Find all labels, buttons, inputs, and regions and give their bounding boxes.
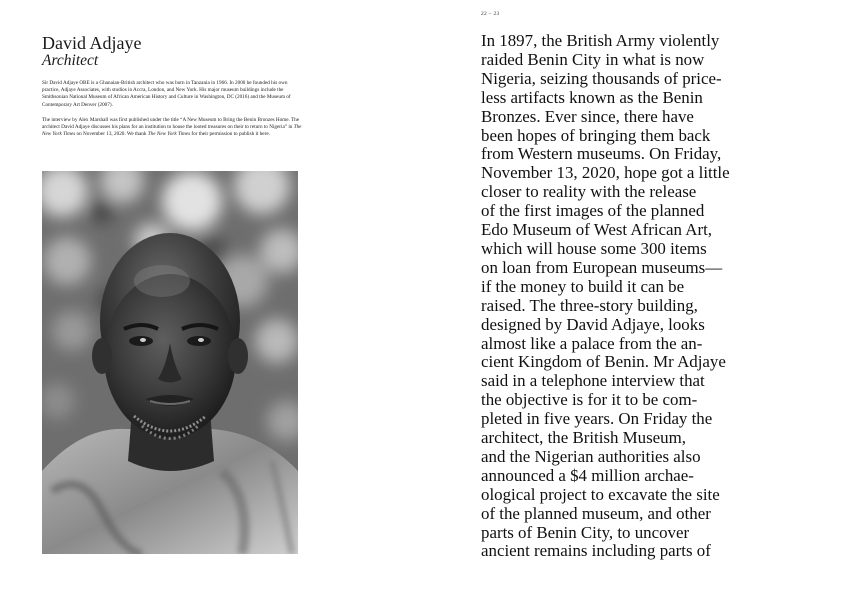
body-line: designed by David Adjaye, looks (481, 314, 705, 334)
body-line: closer to reality with the release (481, 182, 697, 202)
body-line: ological project to excavate the site (481, 484, 720, 504)
body-line: if the money to build it can be (481, 276, 685, 296)
body-line: ancient remains including parts of (481, 541, 711, 561)
credit-text-2: on November 13, 2020. We thank (75, 131, 148, 138)
body-line: In 1897, the British Army violently (481, 31, 720, 50)
body-line: Edo Museum of West African Art, (481, 220, 713, 240)
body-line: raised. The three-story building, (481, 295, 698, 315)
body-line: parts of Benin City, to uncover (481, 522, 690, 542)
author-role: Architect (42, 52, 99, 69)
right-page (425, 0, 850, 595)
credit-text-3: for their permission to publish it here. (190, 131, 270, 138)
body-line: pleted in five years. On Friday the (481, 409, 713, 429)
body-line: from Western museums. On Friday, (481, 144, 722, 164)
body-line: and the Nigerian authorities also (481, 446, 701, 466)
body-line: announced a $4 million archae- (481, 465, 694, 485)
author-bio: Sir David Adjaye OBE is a Ghanaian-British architect who was born in Tanzania in 1966. In 2000 he founded his own practice, Adjaye Associates, with studios in Accra, London, and New York. His major museum buildings include the Smithsonian National Museum of African American History and Culture in Washington, DC (2016) and the Museum of Contemporary Art Denver (2007). (42, 80, 291, 108)
body-line: November 13, 2020, hope got a little (481, 163, 730, 183)
body-line: which will house some 300 items (481, 238, 707, 258)
body-line: on loan from European museums— (481, 257, 723, 277)
body-line: been hopes of bringing them back (481, 125, 711, 145)
body-line: Bronzes. Ever since, there have (481, 106, 694, 126)
body-line: cient Kingdom of Benin. Mr Adjaye (481, 352, 726, 372)
publication-credit (42, 117, 304, 139)
credit-text-1: The interview by Alex Marshall was first published under the title “A New Museum to Bring the Benin Bronzes Home. The architect David Adjaye discusses his plans for an institution to house the looted treasures on their to return to Nigeria” in (42, 117, 300, 131)
page-number: 22 – 23 (481, 11, 500, 17)
body-line: less artifacts known as the Benin (481, 87, 703, 107)
body-line: raided Benin City in what is now (481, 49, 705, 69)
body-line: of the first images of the planned (481, 201, 705, 221)
body-line: architect, the British Museum, (481, 428, 686, 448)
credit-publication-1: The New York Times (42, 124, 302, 138)
body-line: of the planned museum, and other (481, 503, 711, 523)
author-name: David Adjaye (42, 33, 142, 53)
portrait-photo (42, 171, 298, 554)
body-line: Nigeria, seizing thousands of price- (481, 68, 722, 88)
article-body (481, 32, 781, 561)
credit-publication-2: The New York Times (147, 131, 191, 138)
body-line: almost like a palace from the an- (481, 333, 703, 353)
body-line: said in a telephone interview that (481, 371, 705, 391)
body-line: the objective is for it to be com- (481, 390, 698, 410)
